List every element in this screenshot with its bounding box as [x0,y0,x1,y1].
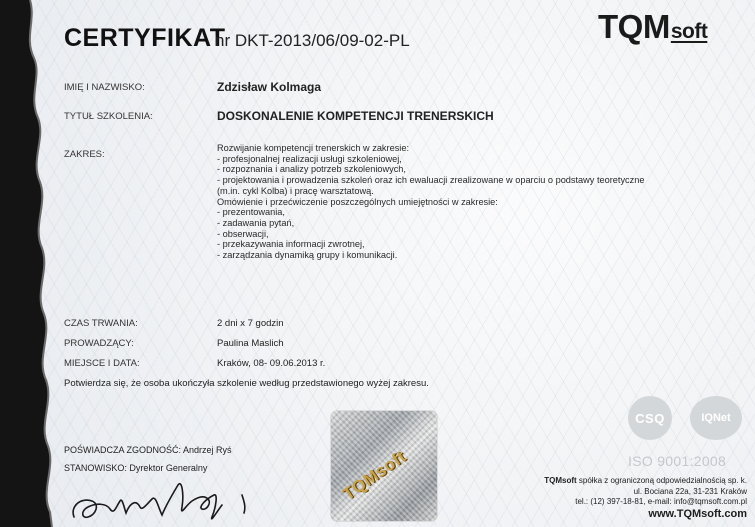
position-line: STANOWISKO: Dyrektor Generalny [64,463,208,473]
training-value: DOSKONALENIE KOMPETENCJI TRENERSKICH [217,109,494,123]
torn-left-edge [0,0,60,527]
iqnet-text: IQNet [701,412,731,424]
scope-line: Rozwijanie kompetencji trenerskich w zakresie: [217,143,409,153]
company-info [447,476,747,508]
confirmation-text: Potwierdza się, że osoba ukończyła szkolenie według przedstawionego wyżej zakresu. [64,378,429,389]
name-value: Zdzisław Kolmaga [217,80,322,94]
place-date-label: MIEJSCE I DATA: [64,358,140,369]
company-line1-rest: spółka z ograniczoną odpowiedzialnością sp. k. [576,476,747,485]
tqmsoft-logo [598,8,707,46]
place-date-value: Kraków, 08- 09.06.2013 r. [217,358,326,369]
trainer-label: PROWADZĄCY: [64,338,134,349]
company-website: www.TQMsoft.com [648,508,747,520]
scope-line: (m.in. cykl Kolba) i pracę warsztatową. [217,185,374,196]
duration-label: CZAS TRWANIA: [64,318,138,329]
duration-value: 2 dni x 7 godzin [217,318,284,329]
iqnet-mark [690,396,742,440]
certificate-number: nr DKT-2013/06/09-02-PL [215,31,410,50]
hologram-logo-text: TQMsoft [339,446,410,504]
scope-line: - zarządzania dynamiką grupy i komunikacji. [217,250,398,261]
attest-line: POŚWIADCZA ZGODNOŚĆ: Andrzej Ryś [64,445,232,455]
csq-mark [628,396,672,440]
scope-list [217,143,644,261]
logo-sub: soft [670,20,708,43]
company-name: TQMsoft [544,476,577,485]
scope-line: - projektowania i prowadzenia szkoleń oraz ich ewaluacji zrealizowane w oparciu o podstawy teoretyczne [217,175,645,186]
scope-line: - profesjonalnej realizacji usługi szkoleniowej, [217,153,402,164]
name-label: IMIĘ I NAZWISKO: [64,82,145,93]
scope-line: Omówienie i przećwiczenie poszczególnych umiejętności w zakresie: [217,196,498,207]
logo-main: TQM [598,8,670,45]
scope-line: - przekazywania informacji zwrotnej, [217,239,365,250]
company-contact: tel.: (12) 397-18-81, e-mail: info@tqmsoft.com.pl [575,497,747,506]
scope-label: ZAKRES: [64,149,105,160]
scope-line: - rozpoznania i analizy potrzeb szkoleniowych, [217,164,406,175]
training-label: TYTUŁ SZKOLENIA: [64,111,153,122]
hologram-sticker [331,411,437,521]
csq-text: CSQ [635,410,665,426]
scope-line: - prezentowania, [217,207,285,218]
trainer-value: Paulina Maslich [217,338,284,349]
scope-line: - obserwacji, [217,228,269,239]
signature-image [66,477,266,527]
scope-line: - zadawania pytań, [217,217,295,228]
company-address: ul. Bociana 22a, 31-231 Kraków [633,486,747,496]
company-line-1 [447,476,747,487]
certificate-title: CERTYFIKAT [64,24,226,52]
iso-label: ISO 9001:2008 [628,453,727,469]
